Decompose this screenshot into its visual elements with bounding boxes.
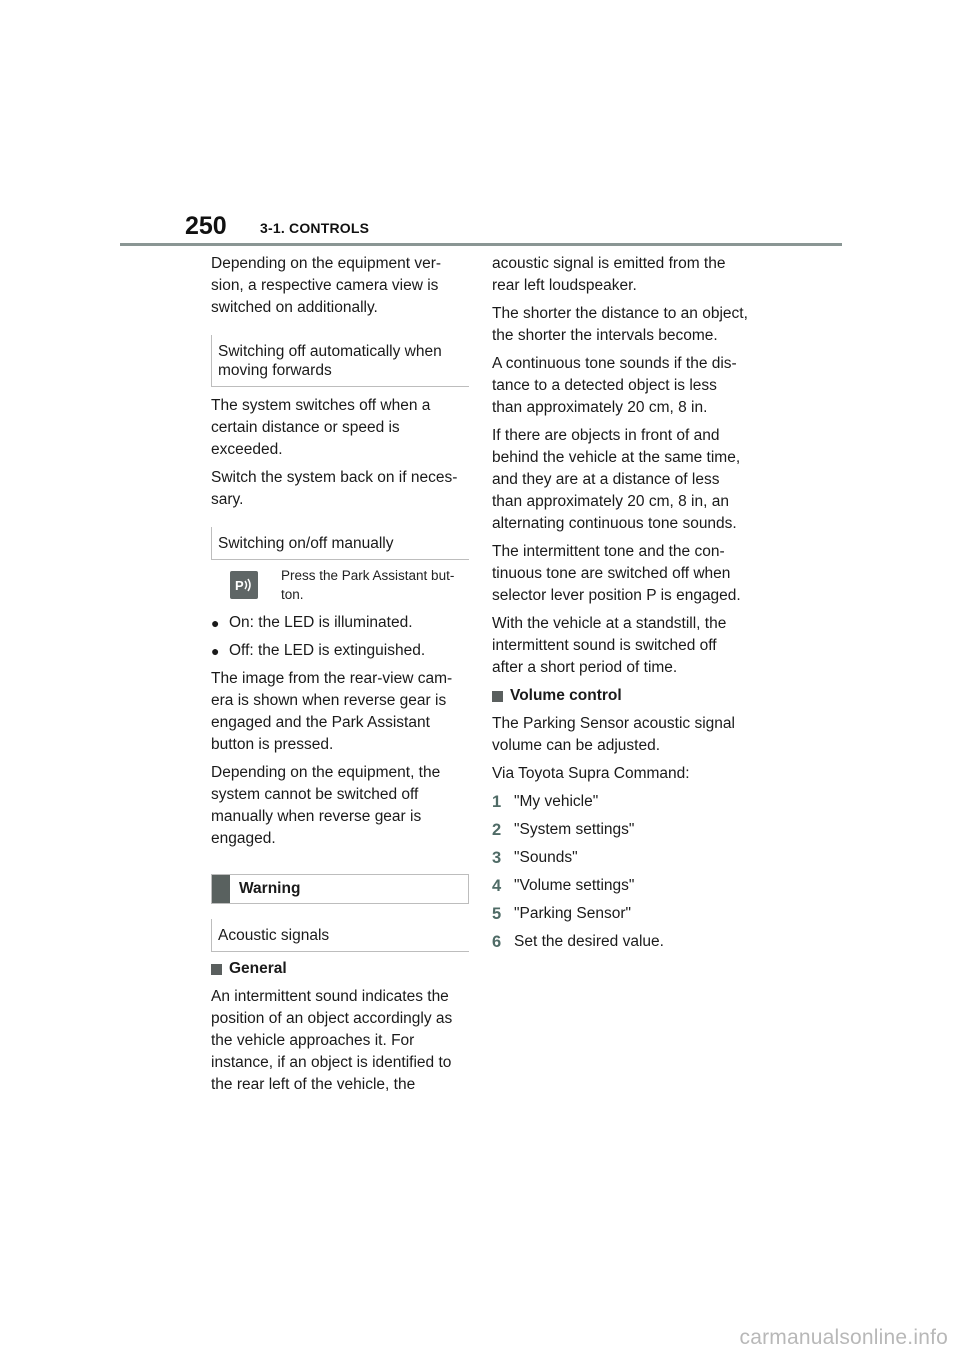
step-text: "Sounds" <box>514 849 578 866</box>
step-number: 1 <box>492 793 502 811</box>
subheading-box <box>211 335 469 387</box>
paragraph: An intermittent sound indicates the position of an object accordingly as the vehicle approaches it. For instance, if an object is identified to the rear left of the vehicle, the <box>211 988 453 1093</box>
step-text: "Volume settings" <box>514 877 635 894</box>
section-heading <box>211 958 469 980</box>
paragraph: If there are objects in front of and behind the vehicle at the same time, and they are at a distance of less than approximately 20 cm, 8 in, an alternating continuous tone sounds. <box>492 427 741 532</box>
step-number: 3 <box>492 849 502 867</box>
section-heading <box>492 685 750 707</box>
bullet-dot: ● <box>211 615 220 631</box>
step-number: 4 <box>492 877 502 895</box>
warning-box <box>211 874 469 904</box>
park-assist-icon <box>230 571 258 599</box>
section-heading-text: General <box>229 960 287 977</box>
step-item <box>492 903 750 925</box>
steps-list <box>492 791 750 953</box>
instruction-text: Press the Park Assistant but-ton. <box>281 568 455 602</box>
header-divider <box>120 243 842 246</box>
page-header <box>0 0 960 250</box>
warning-title: Warning <box>239 880 301 897</box>
step-item <box>492 847 750 869</box>
paragraph: The intermittent tone and the con-tinuous tone are switched off when selector lever position P is engaged. <box>492 543 741 604</box>
paragraph: The shorter the distance to an object, the shorter the intervals become. <box>492 305 748 344</box>
paragraph: acoustic signal is emitted from the rear left loudspeaker. <box>492 255 726 294</box>
square-marker-icon <box>211 964 222 975</box>
list-item <box>211 612 469 634</box>
step-number: 6 <box>492 933 502 951</box>
paragraph: The system switches off when a certain distance or speed is exceeded. <box>211 397 431 458</box>
section-heading-text: Volume control <box>510 687 622 704</box>
instruction-row <box>211 566 469 604</box>
subheading-box <box>211 527 469 560</box>
paragraph: Depending on the equipment, the system cannot be switched off manually when reverse gear is engaged. <box>211 764 441 847</box>
step-item <box>492 931 750 953</box>
subheading: Switching on/off manually <box>218 535 394 552</box>
warning-bar <box>212 875 230 903</box>
step-number: 5 <box>492 905 502 923</box>
section-label: 3-1. CONTROLS <box>260 220 370 236</box>
square-marker-icon <box>492 691 503 702</box>
list-item-text: Off: the LED is extinguished. <box>229 642 426 659</box>
step-text: "My vehicle" <box>514 793 599 810</box>
paragraph: A continuous tone sounds if the dis-tance to a detected object is less than approximately 20 cm, 8 in. <box>492 355 737 416</box>
left-column <box>211 250 469 1096</box>
watermark: carmanualsonline.info <box>739 1326 948 1349</box>
paragraph: With the vehicle at a standstill, the intermittent sound is switched off after a short period of time. <box>492 615 727 676</box>
paragraph: The Parking Sensor acoustic signal volume can be adjusted. <box>492 715 735 754</box>
subheading-box <box>211 919 469 952</box>
step-item <box>492 791 750 813</box>
paragraph: Switch the system back on if neces-sary. <box>211 469 458 508</box>
page-number: 250 <box>185 212 227 240</box>
step-text: Set the desired value. <box>514 933 664 950</box>
paragraph: Depending on the equipment ver-sion, a respective camera view is switched on additionally. <box>211 255 442 316</box>
step-text: "System settings" <box>514 821 635 838</box>
paragraph: Via Toyota Supra Command: <box>492 765 690 782</box>
step-item <box>492 819 750 841</box>
list-item-text: On: the LED is illuminated. <box>229 614 413 631</box>
right-column <box>492 250 750 953</box>
svg-text:P: P <box>235 578 244 593</box>
step-number: 2 <box>492 821 502 839</box>
subheading: Acoustic signals <box>218 927 330 944</box>
step-item <box>492 875 750 897</box>
bullet-dot: ● <box>211 643 220 659</box>
list-item <box>211 640 469 662</box>
step-text: "Parking Sensor" <box>514 905 631 922</box>
subheading: Switching off automatically when moving forwards <box>218 343 442 379</box>
paragraph: The image from the rear-view cam-era is shown when reverse gear is engaged and the Park Assistant button is pressed. <box>211 670 453 753</box>
